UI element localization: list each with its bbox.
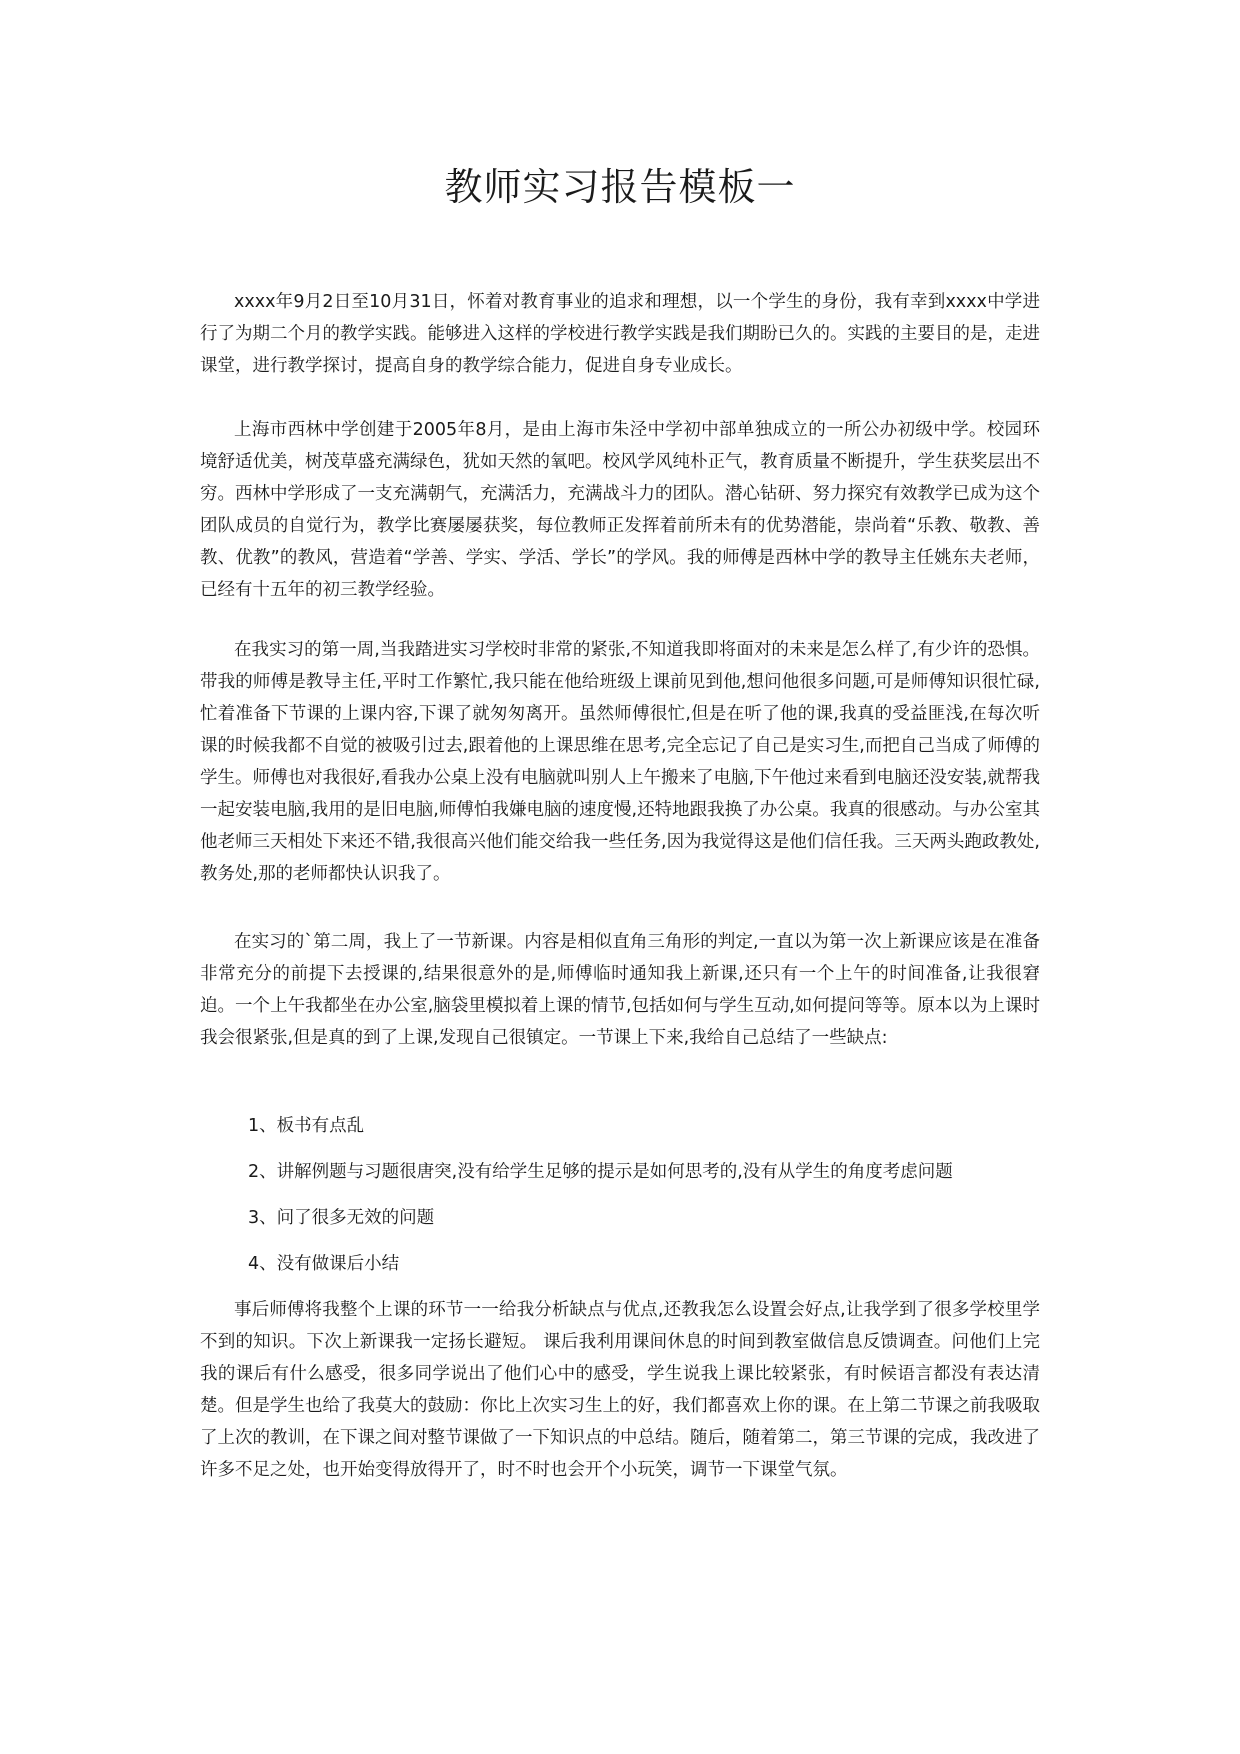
paragraph-intro: xxxx年9月2日至10月31日，怀着对教育事业的追求和理想，以一个学生的身份，我有幸到xxxx中学进行了为期二个月的教学实践。能够进入这样的学校进行教学实践是我们期盼已久的。实践的主要目的是，走进课堂，进行教学探讨，提高自身的教学综合能力，促进自身专业成长。 — [200, 292, 1040, 376]
list-item: 3、问了很多无效的问题 — [248, 1208, 435, 1228]
paragraph-feedback: 事后师傅将我整个上课的环节一一给我分析缺点与优点,还教我怎么设置会好点,让我学到了很多学校里学不到的知识。下次上新课我一定扬长避短。 课后我利用课间休息的时间到教室做信息反馈调查。问他们上完我的课后有什么感受，很多同学说出了他们心中的感受，学生说我上课比较紧张，有时候语言都没有表达清楚。但是学生也给了我莫大的鼓励：你比上次实习生上的好，我们都喜欢上你的课。在上第二节课之前我吸取了上次的教训，在下课之间对整节课做了一下知识点的中总结。随后，随着第二，第三节课的完成，我改进了许多不足之处，也开始变得放得开了，时不时也会开个小玩笑，调节一下课堂气氛。 — [200, 1300, 1040, 1480]
paragraph-school-intro: 上海市西林中学创建于2005年8月，是由上海市朱泾中学初中部单独成立的一所公办初级中学。校园环境舒适优美，树茂草盛充满绿色，犹如天然的氧吧。校风学风纯朴正气，教育质量不断提升，学生获奖层出不穷。西林中学形成了一支充满朝气，充满活力，充满战斗力的团队。潜心钻研、努力探究有效教学已成为这个团队成员的自觉行为，教学比赛屡屡获奖，每位教师正发挥着前所未有的优势潜能，崇尚着“乐教、敬教、善教、优教”的教风，营造着“学善、学实、学活、学长”的学风。我的师傅是西林中学的教导主任姚东夫老师，已经有十五年的初三教学经验。 — [200, 420, 1040, 600]
document-title: 教师实习报告模板一 — [444, 165, 796, 209]
list-item: 4、没有做课后小结 — [248, 1254, 400, 1274]
paragraph-first-week: 在我实习的第一周,当我踏进实习学校时非常的紧张,不知道我即将面对的未来是怎么样了,有少许的恐惧。带我的师傅是教导主任,平时工作繁忙,我只能在他给班级上课前见到他,想问他很多问题,可是师傅知识很忙碌,忙着准备下节课的上课内容,下课了就匆匆离开。虽然师傅很忙,但是在听了他的课,我真的受益匪浅,在每次听课的时候我都不自觉的被吸引过去,跟着他的上课思维在思考,完全忘记了自己是实习生,而把自己当成了师傅的学生。师傅也对我很好,看我办公桌上没有电脑就叫别人上午搬来了电脑,下午他过来看到电脑还没安装,就帮我一起安装电脑,我用的是旧电脑,师傅怕我嫌电脑的速度慢,还特地跟我换了办公桌。我真的很感动。与办公室其他老师三天相处下来还不错,我很高兴他们能交给我一些任务,因为我觉得这是他们信任我。三天两头跑政教处,教务处,那的老师都快认识我了。 — [200, 640, 1040, 884]
paragraph-second-week: 在实习的`第二周，我上了一节新课。内容是相似直角三角形的判定,一直以为第一次上新课应该是在准备非常充分的前提下去授课的,结果很意外的是,师傅临时通知我上新课,还只有一个上午的时间准备,让我很窘迫。一个上午我都坐在办公室,脑袋里模拟着上课的情节,包括如何与学生互动,如何提问等等。原本以为上课时我会很紧张,但是真的到了上课,发现自己很镇定。一节课上下来,我给自己总结了一些缺点: — [200, 932, 1040, 1048]
list-item: 2、讲解例题与习题很唐突,没有给学生足够的提示是如何思考的,没有从学生的角度考虑问题 — [248, 1162, 953, 1182]
list-item: 1、板书有点乱 — [248, 1116, 365, 1136]
